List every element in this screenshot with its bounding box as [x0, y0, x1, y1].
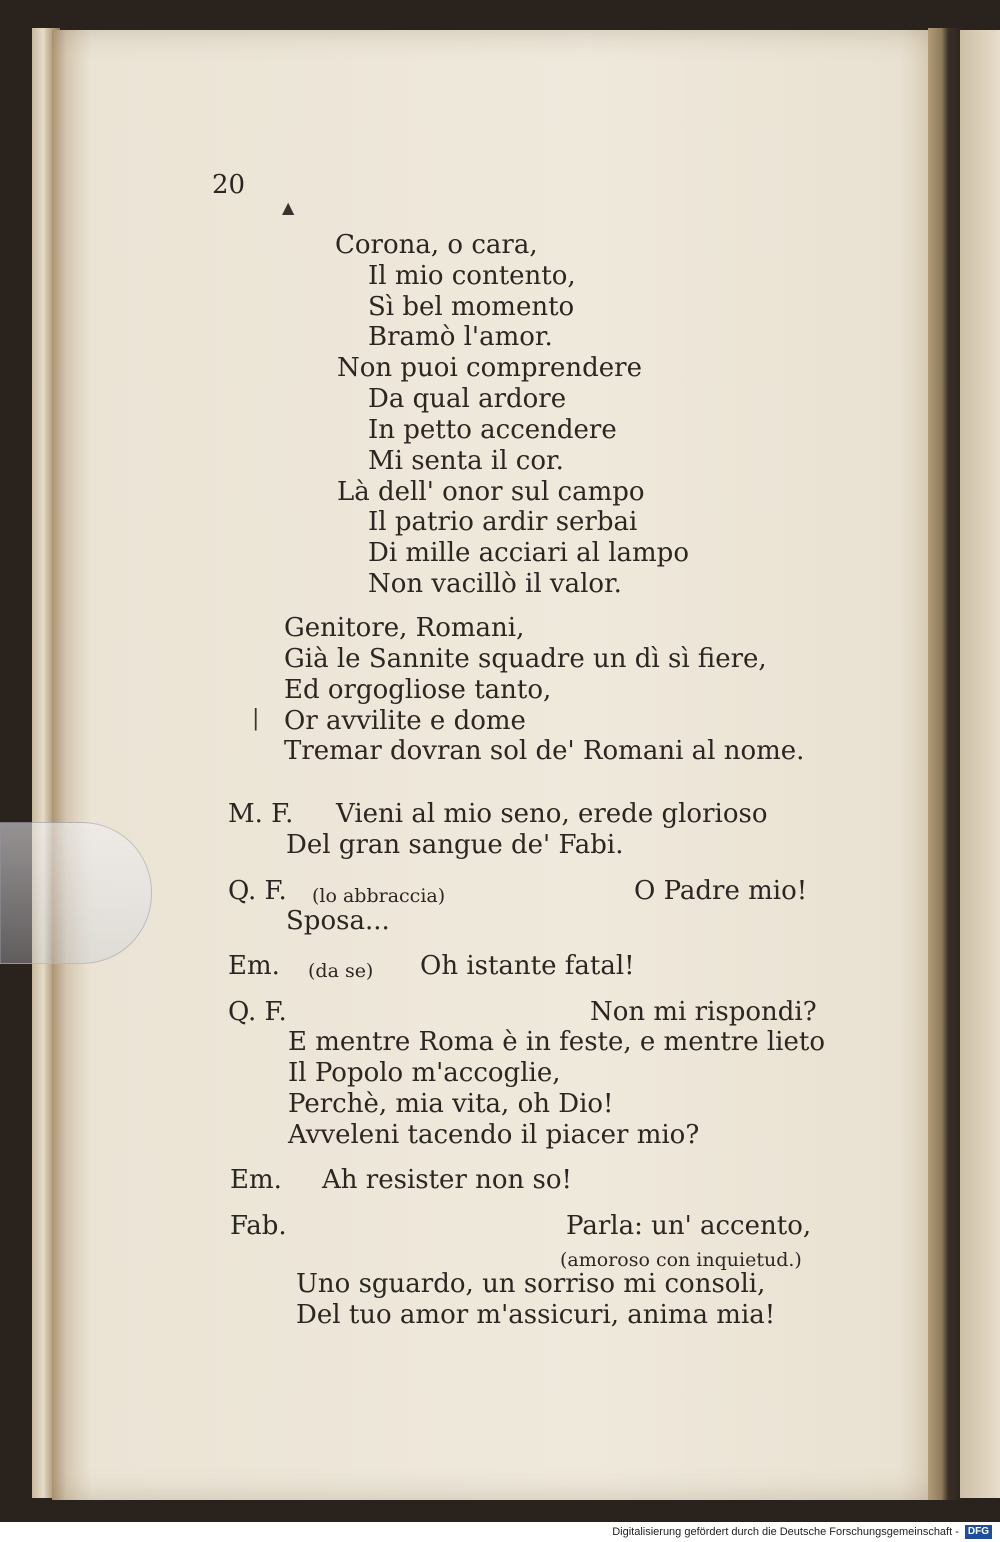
speaker-label: Q. F. [228, 876, 287, 906]
verse-line: Di mille acciari al lampo [368, 538, 689, 568]
dialogue-line: Del tuo amor m'assicuri, anima mia! [296, 1300, 776, 1330]
stage-direction: (da se) [308, 960, 374, 982]
recitative-line: Or avvilite e dome [284, 706, 526, 736]
verse-line: In petto accendere [368, 415, 617, 445]
recitative-line: Già le Sannite squadre un dì sì fiere, [284, 644, 767, 674]
dialogue-line: Non mi rispondi? [590, 997, 817, 1027]
verse-line: Il mio contento, [368, 261, 576, 291]
verse-line: Là dell' onor sul campo [337, 477, 645, 507]
verse-line: Sì bel momento [368, 292, 575, 322]
margin-mark: | [252, 706, 260, 731]
recitative-line: Genitore, Romani, [284, 613, 525, 643]
speaker-label: Em. [230, 1165, 282, 1195]
dialogue-line: Ah resister non so! [322, 1165, 572, 1195]
print-mark: ▲ [282, 198, 295, 217]
dfg-logo: DFG [965, 1525, 992, 1539]
dialogue-line: Il Popolo m'accoglie, [288, 1058, 561, 1088]
stage-direction: (amoroso con inquietud.) [560, 1249, 802, 1271]
speaker-label: Q. F. [228, 997, 287, 1027]
speaker-label: Em. [228, 951, 280, 981]
digitization-footer [0, 1522, 1000, 1542]
verse-line: Non vacillò il valor. [368, 569, 622, 599]
verse-line: Da qual ardore [368, 384, 567, 414]
recitative-line: Tremar dovran sol de' Romani al nome. [284, 736, 805, 766]
verse-line: Corona, o cara, [335, 230, 538, 260]
footer-text: Digitalisierung gefördert durch die Deutsche Forschungsgemeinschaft - [612, 1526, 959, 1538]
dialogue-line: Oh istante fatal! [420, 951, 635, 981]
dialogue-line: Del gran sangue de' Fabi. [286, 830, 624, 860]
verse-line: Mi senta il cor. [368, 446, 564, 476]
dialogue-line: E mentre Roma è in feste, e mentre lieto [288, 1027, 825, 1057]
verse-line: Bramò l'amor. [368, 322, 553, 352]
speaker-label: Fab. [230, 1211, 287, 1241]
recitative-line: Ed orgogliose tanto, [284, 675, 552, 705]
speaker-label: M. F. [228, 799, 294, 829]
dialogue-line: Avveleni tacendo il piacer mio? [288, 1120, 700, 1150]
stage-direction: (lo abbraccia) [312, 885, 446, 907]
dialogue-line: Parla: un' accento, [566, 1211, 812, 1241]
dialogue-line: Vieni al mio seno, erede glorioso [336, 799, 768, 829]
dialogue-line: Sposa... [286, 906, 390, 936]
dialogue-line: Uno sguardo, un sorriso mi consoli, [296, 1269, 766, 1299]
dialogue-line: Perchè, mia vita, oh Dio! [288, 1089, 614, 1119]
book-gutter [928, 28, 962, 1500]
page-clip [0, 822, 152, 964]
verse-line: Il patrio ardir serbai [368, 507, 638, 537]
dialogue-line: O Padre mio! [634, 876, 808, 906]
facing-page-edge [960, 30, 1000, 1498]
verse-line: Non puoi comprendere [337, 353, 642, 383]
page-number: 20 [212, 170, 246, 200]
